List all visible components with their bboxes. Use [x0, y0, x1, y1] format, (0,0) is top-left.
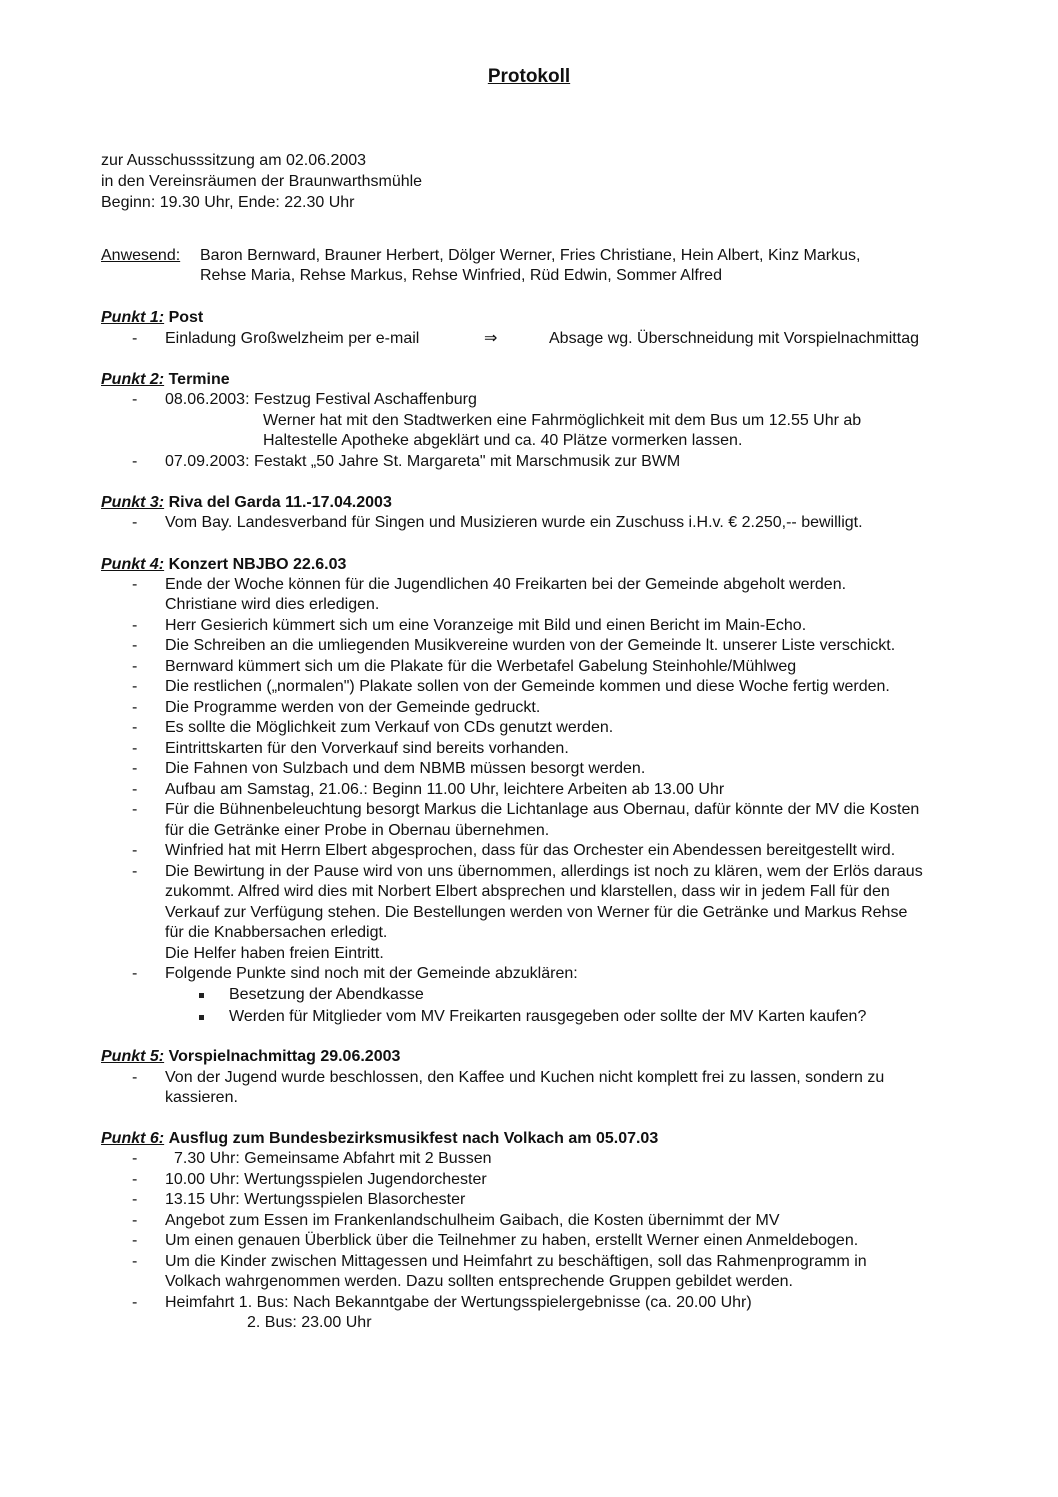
- list-item: Herr Gesierich kümmert sich um eine Voranzeige mit Bild und einen Bericht im Main-Echo.: [165, 617, 807, 634]
- arrow-icon: ⇒: [484, 330, 498, 347]
- list-item: Die Bewirtung in der Pause wird von uns übernommen, allerdings ist noch zu klären, wem der Erlös daraus: [165, 863, 923, 880]
- dash-marker: -: [132, 330, 138, 347]
- list-item: Die Programme werden von der Gemeinde gedruckt.: [165, 699, 541, 716]
- section-label: Punkt 6:: [101, 1130, 165, 1147]
- section-heading-5: [101, 1047, 400, 1067]
- list-item: Angebot zum Essen im Frankenlandschulheim Gaibach, die Kosten übernimmt der MV: [165, 1212, 780, 1229]
- sub-list-item: Werden für Mitglieder vom MV Freikarten rausgegeben oder sollte der MV Karten kaufen?: [229, 1008, 867, 1025]
- dash-marker: -: [132, 1253, 138, 1270]
- square-bullet-icon: [199, 993, 204, 998]
- dash-marker: -: [132, 1294, 138, 1311]
- dash-marker: -: [132, 658, 138, 675]
- list-item-continuation: für die Getränke einer Probe in Obernau übernehmen.: [165, 822, 550, 839]
- dash-marker: -: [132, 1191, 138, 1208]
- section-title: Post: [168, 309, 204, 326]
- dash-marker: -: [132, 678, 138, 695]
- list-item: Aufbau am Samstag, 21.06.: Beginn 11.00 Uhr, leichtere Arbeiten ab 13.00 Uhr: [165, 781, 725, 798]
- section-heading-4: [101, 555, 346, 575]
- section-label: Punkt 5:: [101, 1048, 165, 1065]
- dash-marker: -: [132, 699, 138, 716]
- page-title: Protokoll: [487, 66, 571, 87]
- section-heading-1: [101, 308, 203, 328]
- square-bullet-icon: [199, 1015, 204, 1020]
- section-label: Punkt 2:: [101, 371, 165, 388]
- list-item: Um einen genauen Überblick über die Teilnehmer zu haben, erstellt Werner einen Anmeldebogen.: [165, 1232, 859, 1249]
- dash-marker: -: [132, 1171, 138, 1188]
- section-title: Konzert NBJBO 22.6.03: [168, 556, 347, 573]
- list-item: Es sollte die Möglichkeit zum Verkauf von CDs genutzt werden.: [165, 719, 614, 736]
- list-item: 10.00 Uhr: Wertungsspielen Jugendorchester: [165, 1171, 487, 1188]
- meeting-date: zur Ausschusssitzung am 02.06.2003: [101, 152, 367, 169]
- attendance-label: Anwesend:: [101, 247, 181, 264]
- list-item-continuation: zukommt. Alfred wird dies mit Norbert Elbert absprechen und klarstellen, dass wir in jedem Fall für den: [165, 883, 890, 900]
- dash-marker: -: [132, 781, 138, 798]
- dash-marker: -: [132, 391, 138, 408]
- section-label: Punkt 3:: [101, 494, 165, 511]
- list-item: Ende der Woche können für die Jugendlichen 40 Freikarten bei der Gemeinde abgeholt werden.: [165, 576, 847, 593]
- attendance-line: Baron Bernward, Brauner Herbert, Dölger Werner, Fries Christiane, Hein Albert, Kinz Markus,: [200, 247, 861, 264]
- dash-marker: -: [132, 617, 138, 634]
- dash-marker: -: [132, 576, 138, 593]
- section-heading-2: [101, 370, 230, 390]
- list-item: Heimfahrt 1. Bus: Nach Bekanntgabe der Wertungsspielergebnisse (ca. 20.00 Uhr): [165, 1294, 752, 1311]
- list-item-continuation: Volkach wahrgenommen werden. Dazu sollten entsprechende Gruppen gebildet werden.: [165, 1273, 793, 1290]
- list-item-continuation: Verkauf zur Verfügung stehen. Die Bestellungen werden von Werner für die Getränke und Markus Rehse: [165, 904, 908, 921]
- list-item: Um die Kinder zwischen Mittagessen und Heimfahrt zu beschäftigen, soll das Rahmenprogramm in: [165, 1253, 867, 1270]
- dash-marker: -: [132, 863, 138, 880]
- dash-marker: -: [132, 453, 138, 470]
- dash-marker: -: [132, 514, 138, 531]
- list-item: 08.06.2003: Festzug Festival Aschaffenburg: [165, 391, 477, 408]
- list-item-continuation: Werner hat mit den Stadtwerken eine Fahrmöglichkeit mit dem Bus um 12.55 Uhr ab: [263, 412, 862, 429]
- dash-marker: -: [132, 740, 138, 757]
- dash-marker: -: [132, 842, 138, 859]
- list-item: Einladung Großwelzheim per e-mail: [165, 330, 420, 347]
- dash-marker: -: [132, 637, 138, 654]
- list-item: Von der Jugend wurde beschlossen, den Kaffee und Kuchen nicht komplett frei zu lassen, sondern zu: [165, 1069, 885, 1086]
- dash-marker: -: [132, 760, 138, 777]
- list-item-continuation: kassieren.: [165, 1089, 238, 1106]
- dash-marker: -: [132, 801, 138, 818]
- list-item: Die Fahnen von Sulzbach und dem NBMB müssen besorgt werden.: [165, 760, 646, 777]
- section-title: Riva del Garda 11.-17.04.2003: [168, 494, 392, 511]
- list-item: 7.30 Uhr: Gemeinsame Abfahrt mit 2 Bussen: [174, 1150, 492, 1167]
- list-item: 07.09.2003: Festakt „50 Jahre St. Margareta" mit Marschmusik zur BWM: [165, 453, 681, 470]
- list-item: Die restlichen („normalen") Plakate sollen von der Gemeinde kommen und diese Woche fertig werden.: [165, 678, 890, 695]
- list-item: Eintrittskarten für den Vorverkauf sind bereits vorhanden.: [165, 740, 569, 757]
- list-item-continuation: Christiane wird dies erledigen.: [165, 596, 380, 613]
- list-item: 13.15 Uhr: Wertungsspielen Blasorchester: [165, 1191, 466, 1208]
- meeting-time: Beginn: 19.30 Uhr, Ende: 22.30 Uhr: [101, 194, 355, 211]
- list-item: Folgende Punkte sind noch mit der Gemeinde abzuklären:: [165, 965, 578, 982]
- attendance-line: Rehse Maria, Rehse Markus, Rehse Winfried, Rüd Edwin, Sommer Alfred: [200, 267, 722, 284]
- dash-marker: -: [132, 1212, 138, 1229]
- list-item-continuation: Die Helfer haben freien Eintritt.: [165, 945, 384, 962]
- section-title: Termine: [168, 371, 230, 388]
- list-item-continuation: 2. Bus: 23.00 Uhr: [247, 1314, 372, 1331]
- list-item-continuation: für die Knabbersachen erledigt.: [165, 924, 388, 941]
- list-item: Bernward kümmert sich um die Plakate für die Werbetafel Gabelung Steinhohle/Mühlweg: [165, 658, 797, 675]
- meeting-location: in den Vereinsräumen der Braunwarthsmühle: [101, 173, 423, 190]
- list-item-result: Absage wg. Überschneidung mit Vorspielnachmittag: [549, 330, 919, 347]
- sub-list-item: Besetzung der Abendkasse: [229, 986, 424, 1003]
- list-item: Vom Bay. Landesverband für Singen und Musizieren wurde ein Zuschuss i.H.v. € 2.250,-- bewilligt.: [165, 514, 863, 531]
- list-item: Winfried hat mit Herrn Elbert abgesprochen, dass für das Orchester ein Abendessen bereitgestellt wird.: [165, 842, 896, 859]
- dash-marker: -: [132, 1150, 138, 1167]
- dash-marker: -: [132, 965, 138, 982]
- section-label: Punkt 4:: [101, 556, 165, 573]
- section-title: Ausflug zum Bundesbezirksmusikfest nach Volkach am 05.07.03: [168, 1130, 659, 1147]
- section-title: Vorspielnachmittag 29.06.2003: [168, 1048, 401, 1065]
- dash-marker: -: [132, 1232, 138, 1249]
- list-item-continuation: Haltestelle Apotheke abgeklärt und ca. 40 Plätze vormerken lassen.: [263, 432, 743, 449]
- section-heading-6: [101, 1129, 658, 1149]
- list-item: Die Schreiben an die umliegenden Musikvereine wurden von der Gemeinde lt. unserer Liste verschickt.: [165, 637, 896, 654]
- list-item: Für die Bühnenbeleuchtung besorgt Markus die Lichtanlage aus Obernau, dafür könnte der MV die Kosten: [165, 801, 920, 818]
- section-label: Punkt 1:: [101, 309, 165, 326]
- section-heading-3: [101, 493, 392, 513]
- dash-marker: -: [132, 1069, 138, 1086]
- dash-marker: -: [132, 719, 138, 736]
